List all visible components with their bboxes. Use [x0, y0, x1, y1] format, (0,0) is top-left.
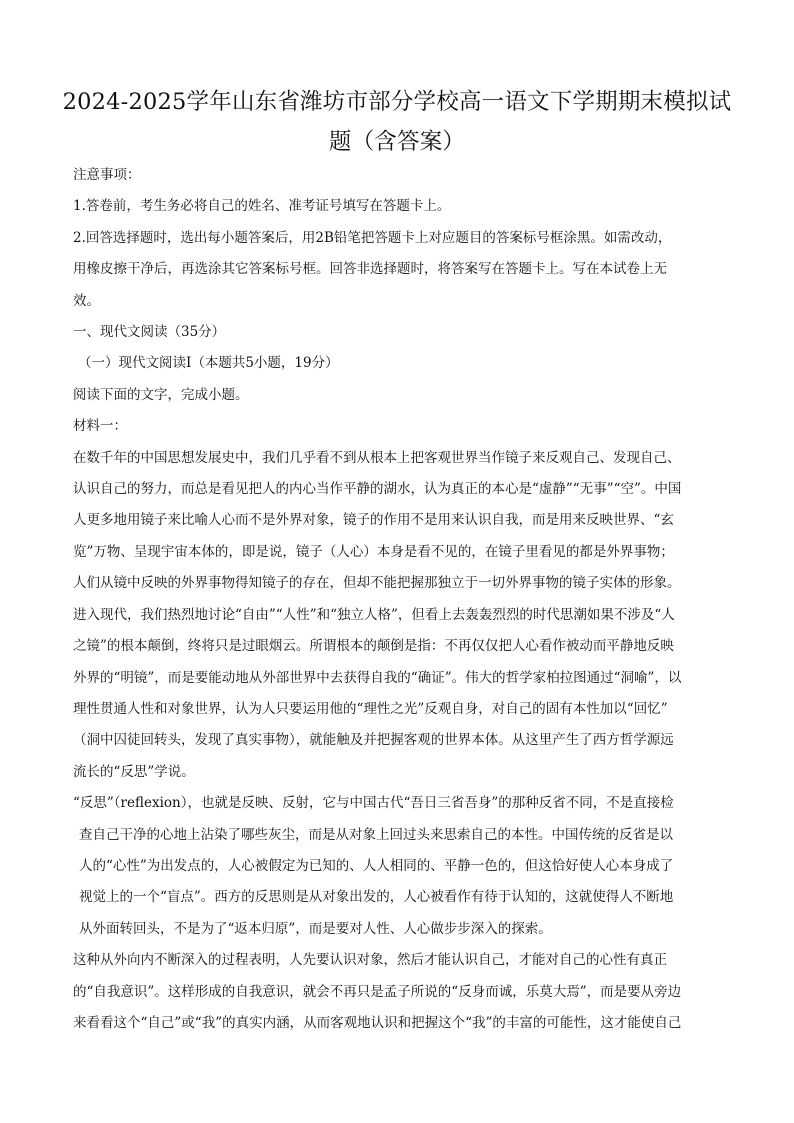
notice-heading: 注意事项： [73, 167, 141, 183]
reading-instruction: 阅读下面的文字，完成小题。 [73, 386, 249, 403]
paragraph-line: 来看看这个“自己”或“我”的真实内涵，从而客观地认识和把握这个“我”的丰富的可能性，这才能使自己 [73, 1014, 682, 1031]
paragraph-line: 查自己干净的心地上沾染了哪些灰尘，而是从对象上回过头来思索自己的本性。中国传统的反省是以 [79, 826, 673, 843]
paragraph-line: 在数千年的中国思想发展史中，我们几乎看不到从根本上把客观世界当作镜子来反观自己、发现自己、 [73, 449, 681, 466]
notice-item-2-line-2: 用橡皮擦干净后，再选涂其它答案标号框。回答非选择题时，将答案写在答题卡上。写在本试卷上无 [73, 261, 667, 278]
exam-title-line-1: 2024-2025学年山东省潍坊市部分学校高一语文下学期期末模拟试 [62, 89, 732, 115]
exam-title-line-2: 题（含答案） [328, 129, 466, 155]
paragraph-line: 理性贯通人性和对象世界，认为人只要运用他的“理性之光”反观自身，对自己的固有本性加以“回忆” [73, 700, 668, 717]
material-label: 材料一： [73, 418, 127, 435]
paragraph-4 [73, 945, 733, 1039]
paragraph-line: 的“自我意识”。这样形成的自我意识，就会不再只是孟子所说的“反身而诚，乐莫大焉”，而是要从旁边 [73, 983, 682, 1000]
notice-item-2-line-1: 2.回答选择题时，选出每小题答案后，用2B铅笔把答题卡上对应题目的答案标号框涂黑。如需改动， [73, 229, 672, 246]
paragraph-line: 认识自己的努力，而总是看见把人的内心当作平静的湖水，认为真正的本心是“虚静”“无事”“空”。中国 [73, 481, 682, 498]
paragraph-line: 这种从外向内不断深入的过程表明，人先要认识对象，然后才能认识自己，才能对自己的心性有真正 [73, 952, 667, 969]
paragraph-line: 人更多地用镜子来比喻人心而不是外界对象，镜子的作用不是用来认识自我，而是用来反映世界、“玄 [73, 512, 674, 529]
paragraph-line: 视觉上的一个“盲点”。西方的反思则是从对象出发的，人心被看作有待于认知的，这就使得人不断地 [79, 889, 674, 906]
paragraph-line: 之镜”的根本颠倒，终将只是过眼烟云。所谓根本的颠倒是指：不再仅仅把人心看作被动而平静地反映 [73, 638, 674, 655]
notice-item-2-line-3: 效。 [73, 292, 100, 309]
subsection-heading-1-1: （一）现代文阅读Ⅰ（本题共5小题，19分） [78, 355, 339, 372]
paragraph-line: （洞中囚徒回转头，发现了真实事物），就能触及并把握客观的世界本体。从这里产生了西方哲学源远 [73, 732, 674, 749]
paragraph-line: 人的“心性”为出发点的，人心被假定为已知的、人人相同的、平静一色的，但这恰好使人心本身成了 [79, 857, 674, 874]
section-heading-1: 一、现代文阅读（35分） [73, 324, 226, 341]
notice-item-1: 1.答卷前，考生务必将自己的姓名、准考证号填写在答题卡上。 [73, 198, 451, 215]
paragraph-line: 览”万物、呈现宇宙本体的，即是说，镜子（人心）本身是看不见的，在镜子里看见的都是外界事物； [73, 543, 674, 560]
paragraph-line: “反思”（reflexion），也就是反映、反射，它与中国古代“吾日三省吾身”的那种反省不同，不是直接检 [73, 795, 674, 812]
paragraph-2 [73, 600, 733, 788]
paragraph-line: 外界的“明镜”，而是要能动地从外部世界中去获得自我的“确证”。伟大的哲学家柏拉图通过“洞喻”，以 [73, 669, 682, 686]
paragraph-1 [73, 443, 733, 600]
exam-title [60, 82, 734, 162]
notice-block [73, 160, 733, 1039]
paragraph-line: 从外面转回头，不是为了“返本归原”，而是要对人性、人心做步步深入的探索。 [79, 920, 552, 937]
paragraph-line: 流长的“反思”学说。 [73, 763, 195, 780]
paragraph-3 [73, 788, 733, 945]
paragraph-line: 人们从镜中反映的外界事物得知镜子的存在，但却不能把握那独立于一切外界事物的镜子实体的形象。 [73, 575, 681, 592]
paragraph-line: 进入现代，我们热烈地讨论“自由”“人性”和“独立人格”，但看上去轰轰烈烈的时代思潮如果不涉及“人 [73, 606, 675, 623]
